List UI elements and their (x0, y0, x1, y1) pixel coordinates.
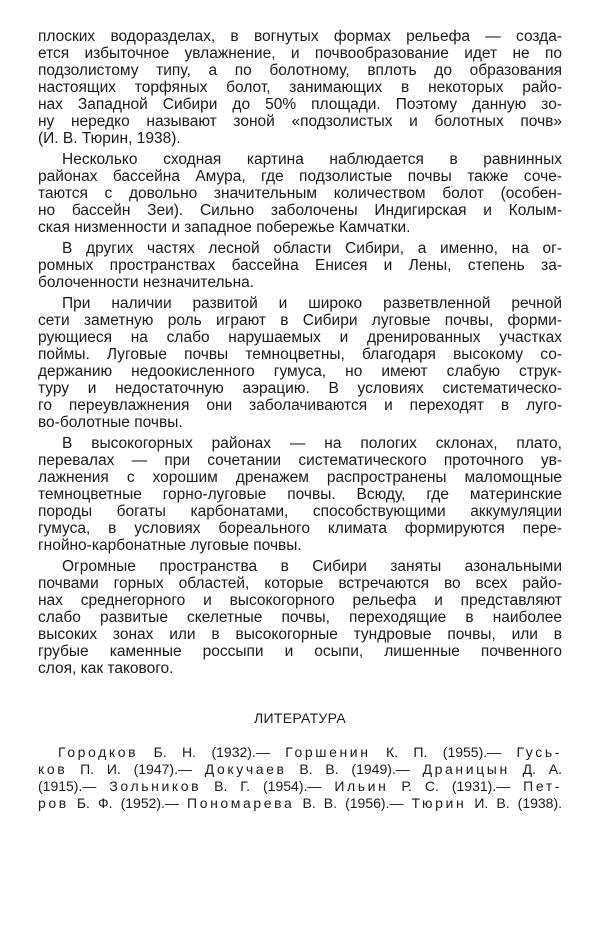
paragraph (38, 28, 562, 147)
reference-details: Б. Н. (1932).— (138, 744, 286, 760)
reference-line (38, 778, 562, 795)
text-line: В высокогорных районах — на пологих склонах, плато, (62, 435, 562, 452)
text-line: нах Западной Сибири до 50% площади. Поэтому данную зо- (38, 96, 562, 113)
author-name: Докучаев (204, 761, 287, 777)
author-name: Зольников (109, 778, 202, 794)
text-line: ская низменности и западное побережье Камчатки. (38, 219, 411, 236)
author-name: Ильин (334, 778, 389, 794)
author-name: Пет- (523, 778, 563, 794)
reference-details: П. И. (1947).— (67, 761, 205, 777)
text-line: При наличии развитой и широко разветвленной речной (62, 295, 562, 312)
text-line: сети заметную роль играют в Сибири луговые почвы, форми- (38, 312, 562, 329)
text-line: настоящих торфяных болот, занимающих в некоторых райо- (38, 79, 562, 96)
text-line: поймы. Луговые почвы темноцветны, благодаря высокому со- (38, 346, 562, 363)
reference-line (38, 744, 562, 761)
text-line: темноцветные горно-луговые почвы. Всюду, где материнские (38, 486, 562, 503)
paragraph (38, 295, 562, 431)
author-name: Городков (58, 744, 139, 760)
text-line: породы богаты карбонатами, способствующими аккумуляции (38, 503, 562, 520)
reference-line (38, 795, 562, 812)
text-line: но бассейн Зеи). Сильно заболочены Индигирская и Колым- (38, 202, 562, 219)
body-text (38, 28, 562, 677)
text-line: плоских водоразделах, в вогнутых формах рельефа — созда- (38, 28, 562, 45)
text-line: рующиеся на слабо нарушаемых и дренированных участках (38, 329, 562, 346)
author-name: Тюрин (411, 795, 467, 811)
text-line: перевалах — при сочетании систематического проточного ув- (38, 452, 562, 469)
author-name: Горшенин (285, 744, 371, 760)
literature-heading: ЛИТЕРАТУРА (254, 710, 346, 726)
text-line: грубые каменные россыпи и осыпи, лишенные почвенного (38, 643, 562, 660)
text-line: ну нередко называют зоной «подзолистых и болотных почв» (38, 113, 562, 130)
reference-line (38, 761, 562, 778)
reference-details: И. В. (1938). (466, 795, 563, 811)
text-line: В других частях лесной области Сибири, а именно, на ог- (62, 240, 562, 257)
text-line: ромных пространствах бассейна Енисея и Лены, степень за- (38, 257, 562, 274)
text-line: слоя, как такового. (38, 660, 174, 677)
text-line: лажнения с хорошим дренажем распространены маломощные (38, 469, 562, 486)
text-line: подзолистому типу, а по болотному, вплоть до образования (38, 62, 562, 79)
text-line: во-болотные почвы. (38, 414, 183, 431)
paragraph (38, 151, 562, 236)
text-line: районах бассейна Амура, где подзолистые почвы также соче- (38, 168, 562, 185)
text-line: Огромные пространства в Сибири заняты азональными (62, 558, 562, 575)
text-line: туру и недостаточную аэрацию. В условиях систематическо- (38, 380, 562, 397)
author-name: ров (38, 795, 69, 811)
text-line: гнойно-карбонатные луговые почвы. (38, 537, 302, 554)
text-line: слабо развитые скелетные почвы, переходящие в наиболее (38, 609, 562, 626)
text-line: го переувлажнения они заболачиваются и переходят в луго- (38, 397, 562, 414)
paragraph (38, 558, 562, 677)
author-name: Пономарева (187, 795, 295, 811)
text-line: почвами горных областей, которые встречаются во всех райо- (38, 575, 562, 592)
paragraph (38, 435, 562, 554)
author-name: Гусь- (516, 744, 562, 760)
reference-details: Р. С. (1931).— (388, 778, 524, 794)
text-line: гумуса, в условиях бореального климата формируются пере- (38, 520, 562, 537)
reference-details: Б. Ф. (1952).— (68, 795, 188, 811)
text-line: Несколько сходная картина наблюдается в равнинных (62, 151, 562, 168)
reference-details: (1915).— (38, 778, 110, 794)
reference-details: Д. А. (509, 761, 562, 777)
literature-list (38, 744, 562, 812)
text-line: ется избыточное увлажнение, и почвообразование идет не по (38, 45, 562, 62)
text-line: нах среднегорного и высокогорного рельефа и представляют (38, 592, 562, 609)
reference-details: К. П. (1955).— (370, 744, 517, 760)
text-line: болоченности незначительна. (38, 274, 255, 291)
author-name: Драницын (422, 761, 510, 777)
text-line: высоких зонах или в высокогорные тундровые почвы, или в (38, 626, 562, 643)
document-page (38, 28, 562, 812)
reference-details: В. Г. (1954).— (201, 778, 335, 794)
text-line: держанию недоокисленного гумуса, но имеют слабую струк- (38, 363, 562, 380)
paragraph (38, 240, 562, 291)
reference-details: В. В. (1949).— (286, 761, 423, 777)
text-line: таются с довольно значительным количеством болот (особен- (38, 185, 562, 202)
reference-details: В. В. (1956).— (294, 795, 412, 811)
text-line: (И. В. Тюрин, 1938). (38, 130, 181, 147)
author-name: ков (38, 761, 68, 777)
